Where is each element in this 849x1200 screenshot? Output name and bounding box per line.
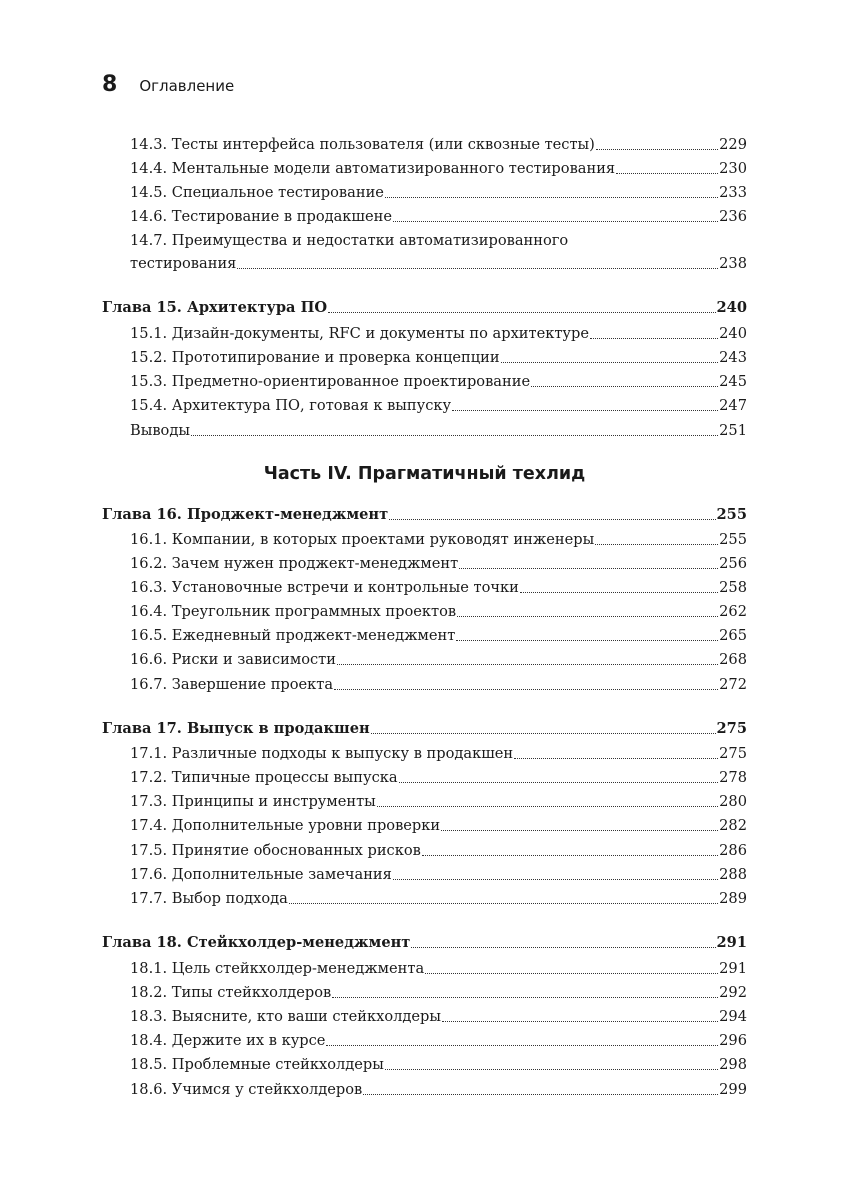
toc-entry-page: 245 [719, 373, 747, 390]
chapter-title: Глава 16. Проджект-менеджмент [102, 506, 389, 523]
toc-entry-page: 262 [719, 603, 747, 620]
toc-entry-page: 247 [719, 397, 747, 414]
toc-entry-title: 15.3. Предметно-ориентированное проектирование [130, 373, 531, 390]
toc-entry-16-6[interactable] [130, 649, 747, 671]
toc-entry-page: 233 [719, 184, 747, 201]
toc-entry-16-7[interactable] [130, 674, 747, 696]
toc-entry-page: 236 [719, 208, 747, 225]
toc-entry-title: 15.2. Прототипирование и проверка концепции [130, 349, 500, 366]
toc-entry-page: 288 [719, 866, 747, 883]
toc-entry-title: 17.1. Различные подходы к выпуску в продакшен [130, 745, 514, 762]
toc-entry-title: 17.6. Дополнительные замечания [130, 866, 392, 883]
toc-entry-title: тестирования [130, 255, 237, 272]
toc-entry-title: 18.3. Выясните, кто ваши стейкхолдеры [130, 1008, 442, 1025]
toc-entry-title: 16.6. Риски и зависимости [130, 651, 336, 668]
dot-leader [385, 196, 718, 198]
part-heading: Часть IV. Прагматичный техлид [263, 464, 586, 484]
toc-entry-title: 17.7. Выбор подхода [130, 890, 288, 907]
toc-entry-15-4[interactable] [130, 395, 747, 417]
toc-entry-page: 265 [719, 627, 747, 644]
dot-leader [371, 732, 716, 734]
dot-leader [501, 361, 719, 363]
toc-entry-14-6[interactable] [130, 206, 747, 228]
toc-entry-page: 238 [719, 255, 747, 272]
toc-entry-page: 299 [719, 1081, 747, 1098]
toc-entry-page: 286 [719, 842, 747, 859]
toc-entry-14-4[interactable] [130, 158, 747, 180]
toc-entry-14-5[interactable] [130, 182, 747, 204]
toc-entry-title: 16.2. Зачем нужен проджект-менеджмент [130, 555, 459, 572]
dot-leader [425, 972, 718, 974]
toc-entry-title: 15.1. Дизайн-документы, RFC и документы по архитектуре [130, 325, 589, 342]
chapter-page: 255 [716, 506, 747, 523]
toc-entry-title: 16.1. Компании, в которых проектами руководят инженеры [130, 531, 595, 548]
toc-entry-17-1[interactable] [130, 743, 747, 765]
toc-entry-17-2[interactable] [130, 767, 747, 789]
toc-entry-title: 17.2. Типичные процессы выпуска [130, 769, 398, 786]
toc-entry-page: 268 [719, 651, 747, 668]
toc-chapter-18[interactable] [102, 932, 747, 954]
toc-entry-15-1[interactable] [130, 323, 747, 345]
dot-leader [191, 434, 718, 436]
toc-entry-14-7-line1[interactable] [130, 230, 747, 252]
dot-leader [616, 172, 718, 174]
toc-entry-title: 17.5. Принятие обоснованных рисков [130, 842, 421, 859]
dot-leader [326, 1044, 718, 1046]
toc-entry-title: 14.5. Специальное тестирование [130, 184, 384, 201]
toc-entry-title: 16.4. Треугольник программных проектов [130, 603, 457, 620]
toc-entry-title: Выводы [130, 422, 190, 439]
toc-entry-title: 18.1. Цель стейкхолдер-менеджмента [130, 960, 425, 977]
toc-entry-page: 292 [719, 984, 747, 1001]
toc-entry-page: 298 [719, 1056, 747, 1073]
toc-entry-title: 16.7. Завершение проекта [130, 676, 334, 693]
toc-entry-16-1[interactable] [130, 529, 747, 551]
toc-entry-title: 18.2. Типы стейкхолдеров [130, 984, 332, 1001]
toc-entry-title: 18.4. Держите их в курсе [130, 1032, 326, 1049]
dot-leader [459, 567, 718, 569]
page-number: 8 [102, 72, 118, 97]
toc-entry-title: 14.6. Тестирование в продакшене [130, 208, 392, 225]
dot-leader [456, 639, 718, 641]
chapter-title: Глава 17. Выпуск в продакшен [102, 720, 370, 737]
toc-entry-17-4[interactable] [130, 815, 747, 837]
toc-entry-page: 296 [719, 1032, 747, 1049]
toc-entry-16-5[interactable] [130, 625, 747, 647]
toc-entry-16-4[interactable] [130, 601, 747, 623]
toc-entry-title: 14.4. Ментальные модели автоматизированного тестирования [130, 160, 616, 177]
toc-entry-15-2[interactable] [130, 347, 747, 369]
dot-leader [441, 829, 718, 831]
dot-leader [377, 805, 718, 807]
toc-entry-page: 258 [719, 579, 747, 596]
toc-entry-17-6[interactable] [130, 864, 747, 886]
dot-leader [442, 1020, 718, 1022]
toc-entry-18-5[interactable] [130, 1054, 747, 1076]
toc-entry-page: 278 [719, 769, 747, 786]
dot-leader [332, 996, 718, 998]
dot-leader [363, 1093, 718, 1095]
chapter-page: 291 [716, 934, 747, 951]
toc-entry-title: 15.4. Архитектура ПО, готовая к выпуску [130, 397, 452, 414]
toc-entry-page: 282 [719, 817, 747, 834]
toc-entry-page: 255 [719, 531, 747, 548]
toc-entry-title: 14.7. Преимущества и недостатки автоматизированного [130, 232, 569, 249]
toc-entry-page: 289 [719, 890, 747, 907]
running-title: Оглавление [139, 77, 235, 95]
dot-leader [596, 148, 718, 150]
toc-entry-page: 240 [719, 325, 747, 342]
toc-entry-title: 17.3. Принципы и инструменты [130, 793, 376, 810]
toc-entry-title: 18.5. Проблемные стейкхолдеры [130, 1056, 384, 1073]
toc-entry-title: 17.4. Дополнительные уровни проверки [130, 817, 441, 834]
toc-entry-18-3[interactable] [130, 1006, 747, 1028]
toc-entry-14-3[interactable] [130, 134, 747, 156]
toc-entry-page: 230 [719, 160, 747, 177]
toc-entry-18-6[interactable] [130, 1079, 747, 1101]
dot-leader [334, 688, 718, 690]
dot-leader [520, 591, 718, 593]
dot-leader [590, 337, 718, 339]
toc-entry-17-3[interactable] [130, 791, 747, 813]
toc-entry-16-3[interactable] [130, 577, 747, 599]
chapter-page: 275 [716, 720, 747, 737]
page-header [102, 72, 234, 97]
toc-entry-title: 18.6. Учимся у стейкхолдеров [130, 1081, 363, 1098]
toc-entry-16-2[interactable] [130, 553, 747, 575]
dot-leader [237, 267, 718, 269]
toc-entry-page: 256 [719, 555, 747, 572]
toc-chapter-17[interactable] [102, 718, 747, 740]
toc-entry-title: 16.5. Ежедневный проджект-менеджмент [130, 627, 456, 644]
toc-entry-title: 14.3. Тесты интерфейса пользователя (или сквозные тесты) [130, 136, 595, 153]
toc-entry-page: 272 [719, 676, 747, 693]
dot-leader [514, 757, 718, 759]
dot-leader [337, 663, 718, 665]
chapter-title: Глава 18. Стейкхолдер-менеджмент [102, 934, 411, 951]
dot-leader [393, 878, 718, 880]
toc-chapter-16[interactable] [102, 504, 747, 526]
toc-entry-15-3[interactable] [130, 371, 747, 393]
toc-entry-page: 294 [719, 1008, 747, 1025]
toc-entry-17-7[interactable] [130, 888, 747, 910]
toc-entry-18-2[interactable] [130, 982, 747, 1004]
dot-leader [399, 781, 719, 783]
toc-entry-page: 251 [719, 422, 747, 439]
dot-leader [411, 946, 715, 948]
dot-leader [393, 220, 718, 222]
toc-entry-17-5[interactable] [130, 840, 747, 862]
dot-leader [452, 409, 718, 411]
toc-entry-page: 229 [719, 136, 747, 153]
toc-entry-page: 291 [719, 960, 747, 977]
dot-leader [457, 615, 718, 617]
toc-entry-page: 280 [719, 793, 747, 810]
dot-leader [531, 385, 718, 387]
toc-entry-page: 243 [719, 349, 747, 366]
toc-entry-14-7-line2[interactable] [130, 253, 747, 275]
dot-leader [385, 1068, 718, 1070]
dot-leader [422, 854, 718, 856]
toc-chapter-15[interactable] [102, 297, 747, 319]
dot-leader [328, 311, 715, 313]
dot-leader [289, 902, 718, 904]
toc-entry-18-1[interactable] [130, 958, 747, 980]
dot-leader [389, 518, 715, 520]
toc-entry-page: 275 [719, 745, 747, 762]
dot-leader [595, 543, 718, 545]
chapter-page: 240 [716, 299, 747, 316]
chapter-title: Глава 15. Архитектура ПО [102, 299, 328, 316]
toc-entry-18-4[interactable] [130, 1030, 747, 1052]
toc-entry-conclusions[interactable] [130, 420, 747, 442]
toc-entry-title: 16.3. Установочные встречи и контрольные точки [130, 579, 519, 596]
